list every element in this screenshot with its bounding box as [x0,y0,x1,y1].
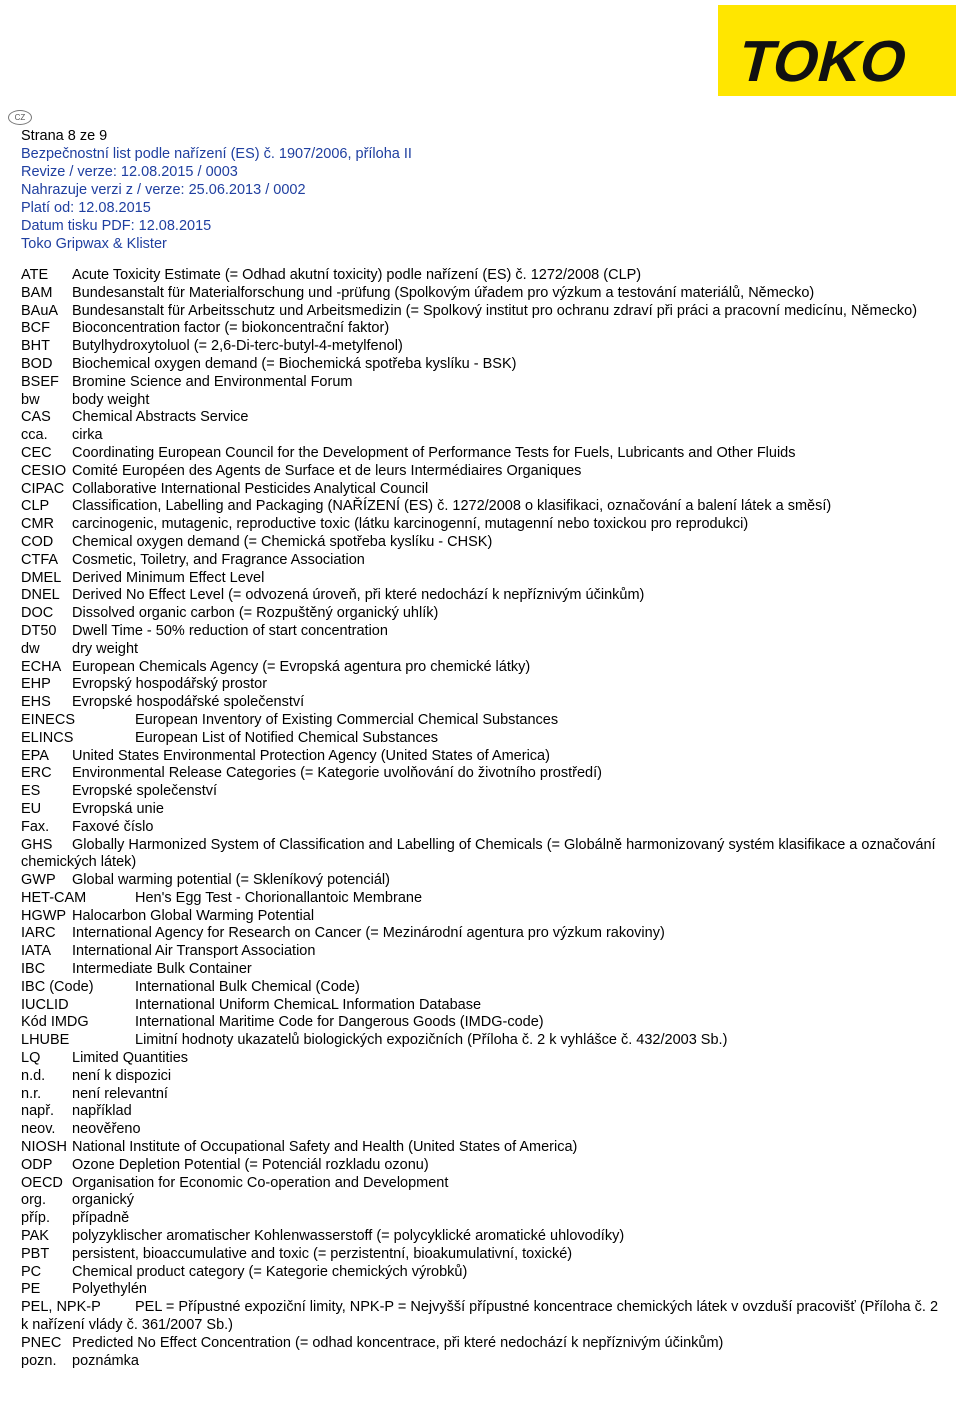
definition-text: Faxové číslo [72,818,154,835]
definition-text: National Institute of Occupational Safety and Health (United States of America) [72,1139,578,1156]
definition-abbr: PAK [21,1228,49,1245]
definition-abbr: pozn. [21,1352,57,1369]
definition-row [21,908,939,926]
definition-text: případně [72,1210,130,1227]
definition-text: například [72,1103,132,1120]
definition-row [21,943,939,961]
valid-from: Platí od: 12.08.2015 [21,200,151,216]
replaces-info: Nahrazuje verzi z / verze: 25.06.2013 / 0002 [21,182,306,198]
definition-row [21,1264,939,1282]
definition-abbr: BCF [21,320,50,337]
definition-abbr: ATE [21,267,49,283]
definition-row [21,392,939,410]
definition-row [21,356,939,374]
definition-row [21,516,939,534]
definition-abbr: CEC [21,444,52,461]
definition-abbr: ELINCS [21,729,74,746]
definition-row [21,641,939,659]
definition-text: European Inventory of Existing Commercial Chemical Substances [135,711,559,728]
definition-abbr: EINECS [21,711,75,728]
page-number: Strana 8 ze 9 [21,128,108,144]
definition-abbr: COD [21,533,54,550]
definition-abbr: LHUBE [21,1032,70,1049]
definition-text: cirka [72,427,103,444]
definition-abbr: IBC [21,961,46,978]
definition-abbr: PEL, NPK-P [21,1299,101,1316]
definition-text: Predicted No Effect Concentration (= odhad koncentrace, při které nedochází k nepříznivým účinkům) [72,1334,724,1351]
definition-abbr: n.d. [21,1067,46,1084]
definition-text: polyzyklischer aromatischer Kohlenwasserstoff (= polycyklické aromatické uhlovodíky) [72,1228,625,1245]
definition-row [21,605,939,623]
definition-abbr: PBT [21,1245,50,1262]
definition-text: Intermediate Bulk Container [72,961,252,978]
document-title: Bezpečnostní list podle nařízení (ES) č. 1907/2006, příloha II [21,146,412,162]
definition-abbr: IATA [21,943,52,960]
definition-row [21,1335,939,1353]
definition-row [21,730,939,748]
definition-text: European Chemicals Agency (= Evropská agentura pro chemické látky) [72,658,531,675]
definition-abbr: HGWP [21,907,67,924]
definition-abbr: PC [21,1263,42,1280]
definition-text: Bundesanstalt für Arbeitsschutz und Arbeitsmedizin (= Spolkový institut pro ochranu zdraví při práci a pracovní medicínu, Německo) [72,302,918,319]
revision-info: Revize / verze: 12.08.2015 / 0003 [21,164,238,180]
definition-text: International Agency for Research on Cancer (= Mezinárodní agentura pro výzkum rakoviny) [72,925,665,942]
definition-row [21,570,939,588]
definition-text: poznámka [72,1352,139,1369]
definition-abbr: ERC [21,765,52,782]
definition-row [21,783,939,801]
definition-text: International Air Transport Association [72,943,316,960]
definition-abbr: PE [21,1281,41,1298]
definition-text: Bundesanstalt für Materialforschung und -prüfung (Spolkovým úřadem pro výzkum a testování materiálů, Německo) [72,284,815,301]
definition-text: Evropské hospodářské společenství [72,694,305,711]
definition-text: PEL = Přípustné expoziční limity, NPK-P = Nejvyšší přípustné koncentrace chemických látek v ovzduší pracovišť (Příloha č. 2 k nařízení vlády č. 361/2007 Sb.) [21,1299,939,1334]
definition-abbr: např. [21,1103,55,1120]
definition-row [21,303,939,321]
abbreviation-list [21,267,939,1370]
definition-row [21,961,939,979]
definition-row [21,623,939,641]
definition-row [21,1210,939,1228]
definition-row [21,801,939,819]
definition-row [21,1353,939,1371]
pdf-date: Datum tisku PDF: 12.08.2015 [21,218,212,234]
definition-abbr: PNEC [21,1334,62,1351]
definition-text: organický [72,1192,135,1209]
definition-abbr: IARC [21,925,56,942]
definition-row [21,872,939,890]
definition-text: Chemical product category (= Kategorie chemických výrobků) [72,1263,468,1280]
definition-row [21,1121,939,1139]
definition-abbr: EU [21,800,42,817]
definition-abbr: CAS [21,409,51,426]
definition-abbr: BAuA [21,302,59,319]
definition-text: Dwell Time - 50% reduction of start concentration [72,622,388,639]
definition-row [21,445,939,463]
definition-abbr: EPA [21,747,49,764]
definition-row [21,320,939,338]
definition-abbr: BHT [21,338,50,355]
definition-row [21,694,939,712]
language-badge: CZ [8,110,32,125]
definition-text: Globally Harmonized System of Classification and Labelling of Chemicals (= Globálně harmonizovaný systém klasifikace a označování chemických látek) [21,836,936,871]
definition-row [21,979,939,997]
definition-abbr: BSEF [21,373,59,390]
definition-abbr: neov. [21,1121,56,1138]
definition-row [21,819,939,837]
definition-abbr: GWP [21,872,56,889]
definition-abbr: Fax. [21,818,50,835]
definition-text: není k dispozici [72,1067,172,1084]
definition-row [21,765,939,783]
definition-text: neověřeno [72,1121,141,1138]
definition-row [21,463,939,481]
definition-abbr: IUCLID [21,996,69,1013]
definition-abbr: n.r. [21,1085,42,1102]
definition-abbr: ECHA [21,658,62,675]
definition-row [21,676,939,694]
definition-abbr: EHS [21,694,51,711]
definition-text: Butylhydroxytoluol (= 2,6-Di-terc-butyl-4-metylfenol) [72,338,403,355]
definition-text: Evropská unie [72,800,164,817]
definition-row [21,837,939,873]
definition-row [21,925,939,943]
definition-row [21,997,939,1015]
definition-text: Global warming potential (= Skleníkový potenciál) [72,872,390,889]
definition-abbr: HET-CAM [21,889,87,906]
definition-text: Limitní hodnoty ukazatelů biologických expozičních (Příloha č. 2 k vyhlášce č. 432/2003 Sb.) [135,1032,728,1049]
definition-abbr: CESIO [21,462,67,479]
definition-text: Derived No Effect Level (= odvozená úroveň, při které nedochází k nepříznivým účinkům) [72,587,645,604]
definition-row [21,1157,939,1175]
logo-text: TOKO [731,29,915,94]
definition-text: Comité Européen des Agents de Surface et de leurs Intermédiaires Organiques [72,462,582,479]
definition-row [21,890,939,908]
definition-text: Coordinating European Council for the Development of Performance Tests for Fuels, Lubricants and Other Fluids [72,444,796,461]
definition-row [21,1103,939,1121]
definition-text: persistent, bioaccumulative and toxic (= perzistentní, bioakumulativní, toxické) [72,1245,573,1262]
definition-row [21,1228,939,1246]
definition-abbr: ODP [21,1156,53,1173]
definition-row [21,1175,939,1193]
definition-text: Halocarbon Global Warming Potential [72,907,315,924]
definition-row [21,285,939,303]
definition-abbr: OECD [21,1174,63,1191]
definition-row [21,409,939,427]
definition-row [21,552,939,570]
definition-text: Environmental Release Categories (= Kategorie uvolňování do životního prostředí) [72,765,602,782]
definition-row [21,374,939,392]
definition-row [21,1014,939,1032]
definition-row [21,498,939,516]
definition-row [21,1246,939,1264]
document-header [21,127,621,253]
definition-text: Chemical oxygen demand (= Chemická spotřeba kyslíku - CHSK) [72,533,493,550]
definition-text: Biochemical oxygen demand (= Biochemická spotřeba kyslíku - BSK) [72,355,517,372]
definition-abbr: IBC (Code) [21,978,94,995]
definition-row [21,1299,939,1335]
definition-abbr: dw [21,640,40,657]
definition-abbr: LQ [21,1050,41,1067]
definition-row [21,1139,939,1157]
definition-text: body weight [72,391,150,408]
definition-row [21,481,939,499]
definition-text: Ozone Depletion Potential (= Potenciál rozkladu ozonu) [72,1156,429,1173]
definition-abbr: EHP [21,676,51,693]
definition-row [21,748,939,766]
definition-abbr: DNEL [21,587,60,604]
definition-abbr: cca. [21,427,48,444]
definition-text: Acute Toxicity Estimate (= Odhad akutní toxicity) podle nařízení (ES) č. 1272/2008 (CLP) [72,267,642,283]
definition-row [21,1192,939,1210]
definition-text: Chemical Abstracts Service [72,409,249,426]
definition-text: International Uniform ChemicaL Information Database [135,996,482,1013]
definition-text: Polyethylén [72,1281,147,1298]
definition-abbr: bw [21,391,40,408]
definition-text: Cosmetic, Toiletry, and Fragrance Association [72,551,365,568]
definition-row [21,427,939,445]
definition-text: není relevantní [72,1085,168,1102]
definition-row [21,1086,939,1104]
definition-text: Classification, Labelling and Packaging (NAŘÍZENÍ (ES) č. 1272/2008 o klasifikaci, označování a balení látek a směsí) [72,498,832,515]
definition-abbr: DMEL [21,569,62,586]
product-name: Toko Gripwax & Klister [21,236,167,252]
definition-row [21,1032,939,1050]
definition-row [21,1281,939,1299]
definition-text: Bromine Science and Environmental Forum [72,373,353,390]
definition-row [21,267,939,285]
definition-text: Collaborative International Pesticides Analytical Council [72,480,429,497]
definition-row [21,712,939,730]
definition-text: Bioconcentration factor (= biokoncentrační faktor) [72,320,390,337]
toko-logo [718,5,956,96]
definition-text: Dissolved organic carbon (= Rozpuštěný organický uhlík) [72,605,439,622]
definition-text: Limited Quantities [72,1050,189,1067]
definition-abbr: BOD [21,355,53,372]
definition-text: Organisation for Economic Co-operation and Development [72,1174,449,1191]
definition-text: Evropské společenství [72,783,218,800]
definition-text: Derived Minimum Effect Level [72,569,265,586]
definition-abbr: org. [21,1192,46,1209]
definition-row [21,587,939,605]
definition-abbr: BAM [21,284,53,301]
definition-text: United States Environmental Protection Agency (United States of America) [72,747,550,764]
definition-abbr: CIPAC [21,480,65,497]
definition-abbr: DT50 [21,622,57,639]
definition-abbr: Kód IMDG [21,1014,89,1031]
definition-row [21,338,939,356]
definition-text: carcinogenic, mutagenic, reproductive toxic (látku karcinogenní, mutagenní nebo toxickou pro reprodukci) [72,516,749,533]
definition-abbr: NIOSH [21,1139,67,1156]
definition-text: International Maritime Code for Dangerous Goods (IMDG-code) [135,1014,544,1031]
definition-row [21,1050,939,1068]
definition-abbr: DOC [21,605,54,622]
definition-row [21,1068,939,1086]
definition-abbr: příp. [21,1210,51,1227]
definition-text: Hen's Egg Test - Chorionallantoic Membrane [135,889,423,906]
definition-text: Evropský hospodářský prostor [72,676,268,693]
definition-row [21,534,939,552]
definition-text: European List of Notified Chemical Substances [135,729,439,746]
definition-abbr: CTFA [21,551,59,568]
definition-abbr: CMR [21,516,55,533]
definition-abbr: ES [21,783,41,800]
definition-text: International Bulk Chemical (Code) [135,978,360,995]
definition-row [21,659,939,677]
definition-text: dry weight [72,640,139,657]
definition-abbr: CLP [21,498,50,515]
definition-abbr: GHS [21,836,53,853]
